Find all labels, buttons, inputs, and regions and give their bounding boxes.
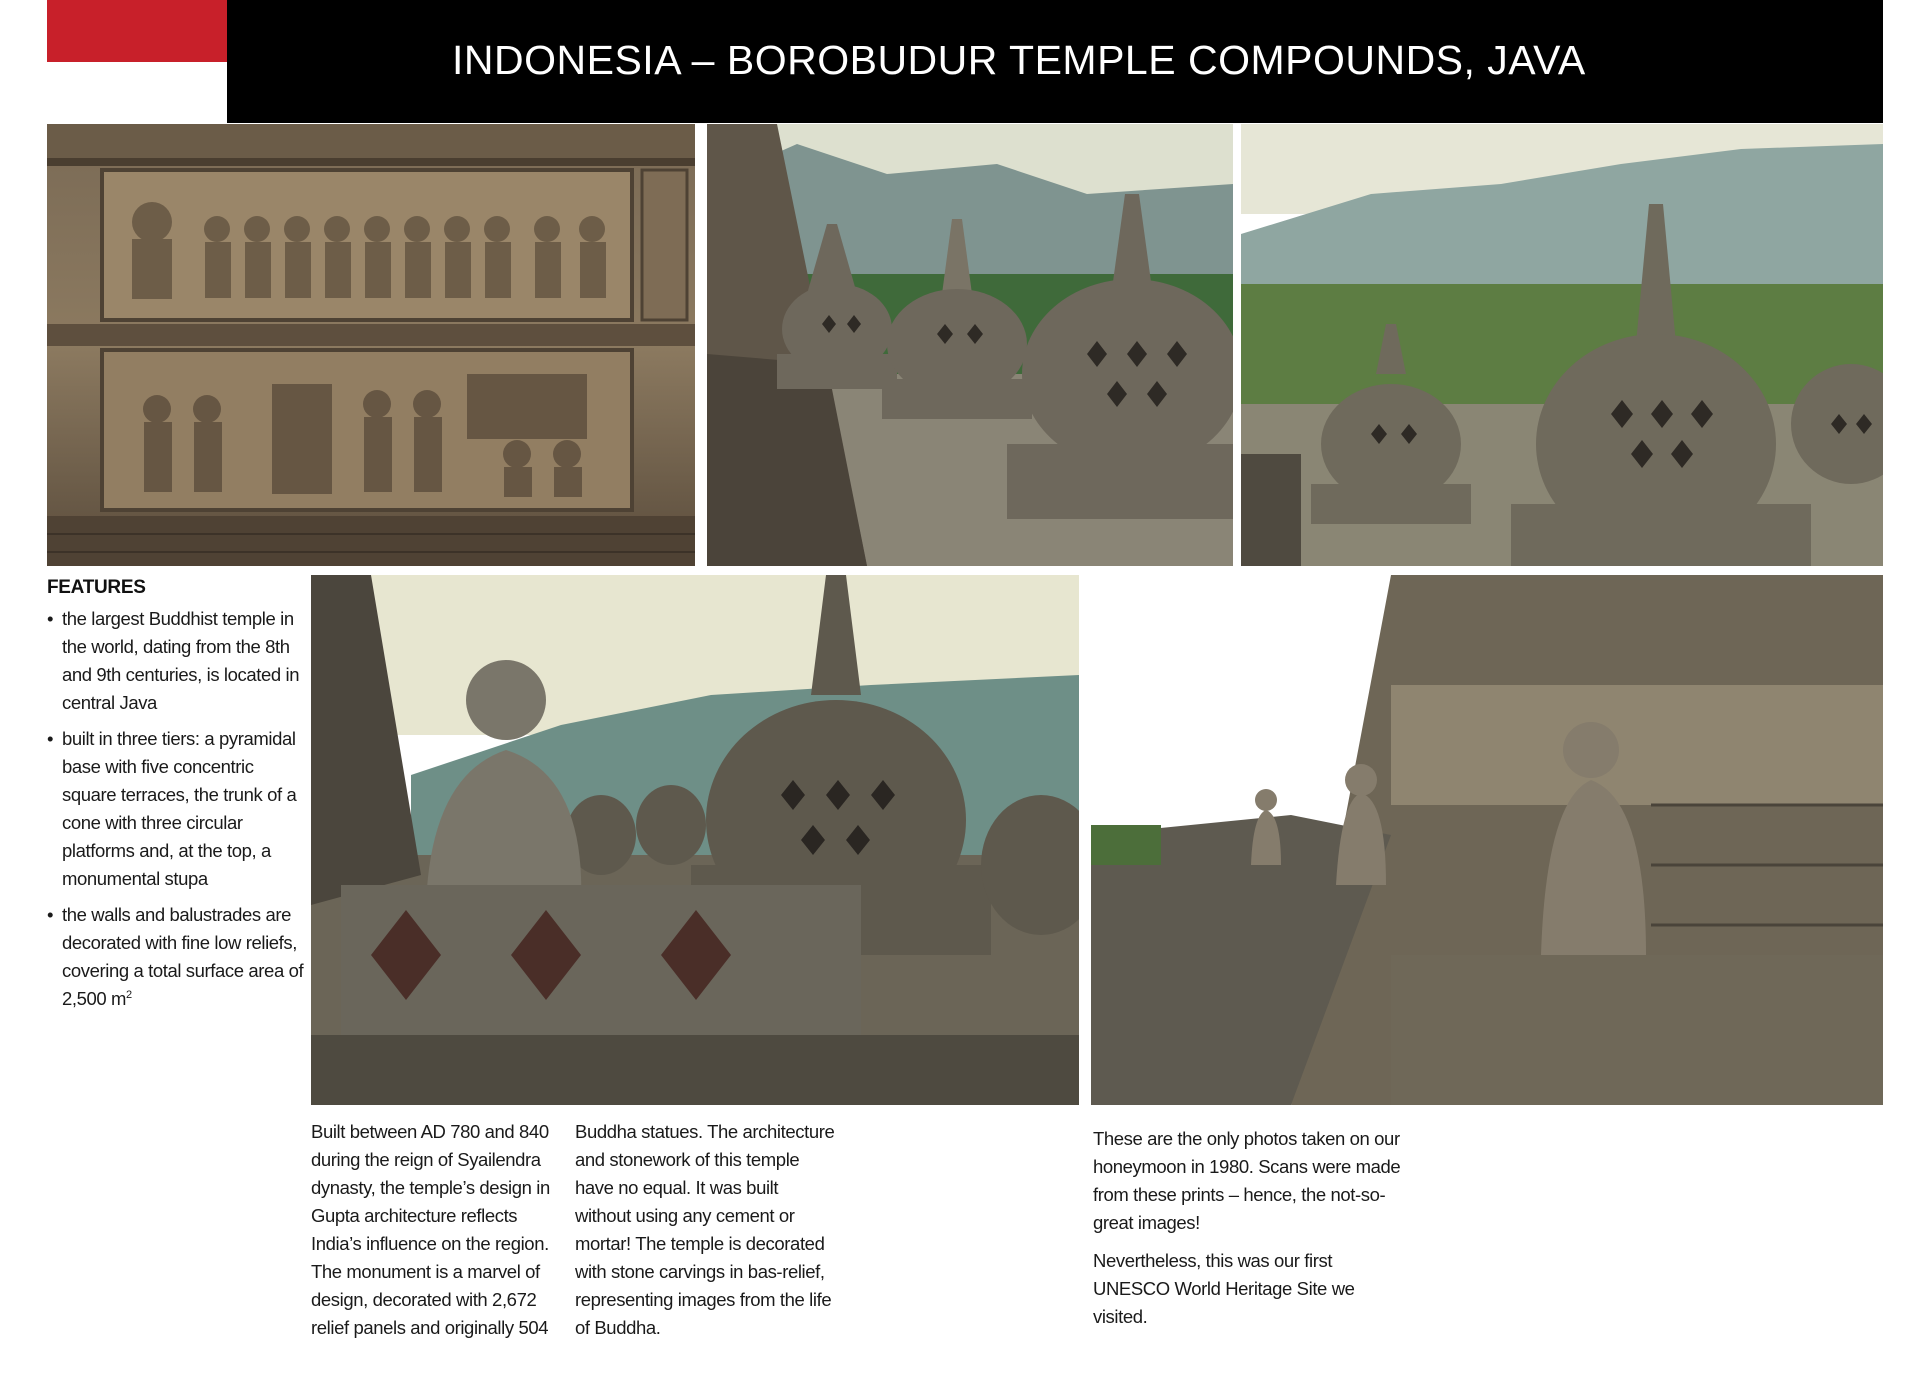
photo-buddha-stupa [311,575,1079,1105]
photo-stupas-valley [1241,124,1883,566]
feature-item [47,901,307,1013]
caption-left: Built between AD 780 and 840 during the reign of Syailendra dynasty, the temple’s design in Gupta architecture reflects India’s influence on the region. The monument is a marvel of design, decorated with 2,672 relief panels and originally 504 [311,1121,550,1338]
photo-buddha-gallery [1091,575,1883,1105]
flag-red-band [47,0,227,62]
features-list [47,605,307,1013]
caption-right-1: These are the only photos taken on our honeymoon in 1980. Scans were made from these prints – hence, the not-so-great images! [1093,1128,1401,1233]
feature-text: the largest Buddhist temple in the world, dating from the 8th and 9th centuries, is located in central Java [62,608,300,713]
title-bar [227,0,1883,123]
feature-text: the walls and balustrades are decorated with fine low reliefs, covering a total surface area of 2,500 m [62,904,304,1009]
features-panel [47,577,307,1021]
caption-right-2: Nevertheless, this was our first UNESCO World Heritage Site we visited. [1093,1250,1355,1327]
superscript: 2 [126,988,132,1001]
indonesia-flag [47,0,227,123]
page-title: INDONESIA – BOROBUDUR TEMPLE COMPOUNDS, JAVA [452,37,1586,83]
caption-middle: Buddha statues. The architecture and stonework of this temple have no equal. It was built without using any cement or mortar! The temple is decorated with stone carvings in bas-relief, representing images from the life of Buddha. [575,1121,835,1338]
features-heading: FEATURES [47,577,146,598]
photo-relief-panels [47,124,695,566]
feature-text: built in three tiers: a pyramidal base with five concentric square terraces, the trunk of a cone with three circular platforms and, at the top, a monumental stupa [62,728,297,889]
flag-white-band [47,62,227,123]
feature-item [47,725,307,893]
feature-item [47,605,307,717]
photo-stupas-terrace [707,124,1233,566]
